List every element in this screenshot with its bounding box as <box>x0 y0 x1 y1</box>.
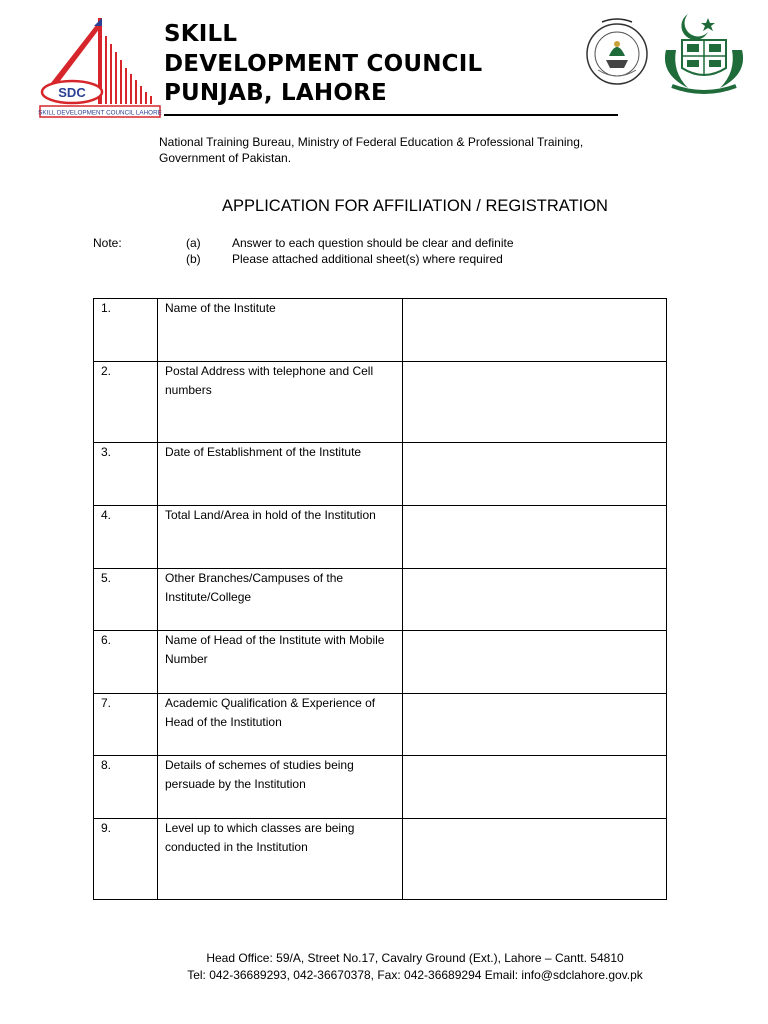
row-label: Level up to which classes are being conducted in the Institution <box>158 819 403 900</box>
answer-field[interactable] <box>403 506 667 569</box>
note-b-text: Please attached additional sheet(s) where required <box>232 252 503 266</box>
answer-field[interactable] <box>403 569 667 631</box>
row-number: 2. <box>94 362 158 443</box>
row-label: Postal Address with telephone and Cell numbers <box>158 362 403 443</box>
org-name-line1: SKILL <box>164 21 238 47</box>
row-label: Academic Qualification & Experience of Head of the Institution <box>158 694 403 756</box>
row-number: 1. <box>94 299 158 362</box>
answer-field[interactable] <box>403 819 667 900</box>
logo-text: SDC <box>58 85 86 100</box>
row-label: Date of Establishment of the Institute <box>158 443 403 506</box>
form-row <box>94 756 667 819</box>
form-row <box>94 299 667 362</box>
bureau-line1: National Training Bureau, Ministry of Federal Education & Professional Training, <box>159 135 584 149</box>
answer-field[interactable] <box>403 299 667 362</box>
footer-address: Head Office: 59/A, Street No.17, Cavalry Ground (Ext.), Lahore – Cantt. 54810 <box>206 951 624 965</box>
row-label: Name of the Institute <box>158 299 403 362</box>
row-label: Details of schemes of studies being persuade by the Institution <box>158 756 403 819</box>
answer-field[interactable] <box>403 694 667 756</box>
answer-field[interactable] <box>403 756 667 819</box>
row-label: Other Branches/Campuses of the Institute/College <box>158 569 403 631</box>
form-row <box>94 631 667 694</box>
row-number: 6. <box>94 631 158 694</box>
sdc-building-logo-icon <box>36 14 164 122</box>
row-number: 3. <box>94 443 158 506</box>
note-b-mark: (b) <box>186 252 201 266</box>
form-row <box>94 362 667 443</box>
note-a-mark: (a) <box>186 236 201 250</box>
pakistan-emblem-icon <box>658 10 750 96</box>
row-number: 4. <box>94 506 158 569</box>
row-label: Total Land/Area in hold of the Institution <box>158 506 403 569</box>
org-name-line2: DEVELOPMENT COUNCIL <box>164 51 483 77</box>
answer-field[interactable] <box>403 362 667 443</box>
answer-field[interactable] <box>403 443 667 506</box>
row-number: 8. <box>94 756 158 819</box>
row-number: 7. <box>94 694 158 756</box>
row-number: 5. <box>94 569 158 631</box>
form-row <box>94 506 667 569</box>
logo-caption: SKILL DEVELOPMENT COUNCIL LAHORE <box>38 109 162 117</box>
org-name-line3: PUNJAB, LAHORE <box>164 80 387 106</box>
form-title: APPLICATION FOR AFFILIATION / REGISTRATION <box>222 197 608 215</box>
government-seal-icon <box>582 16 652 88</box>
footer-contact: Tel: 042-36689293, 042-36670378, Fax: 042-36689294 Email: info@sdclahore.gov.pk <box>187 968 643 982</box>
header-rule <box>164 114 618 116</box>
row-label: Name of Head of the Institute with Mobile Number <box>158 631 403 694</box>
form-row <box>94 443 667 506</box>
form-row <box>94 569 667 631</box>
form-row <box>94 819 667 900</box>
application-form-table <box>93 298 667 900</box>
bureau-line2: Government of Pakistan. <box>159 151 292 165</box>
row-number: 9. <box>94 819 158 900</box>
form-row <box>94 694 667 756</box>
note-label: Note: <box>93 236 122 250</box>
note-a-text: Answer to each question should be clear and definite <box>232 236 514 250</box>
answer-field[interactable] <box>403 631 667 694</box>
